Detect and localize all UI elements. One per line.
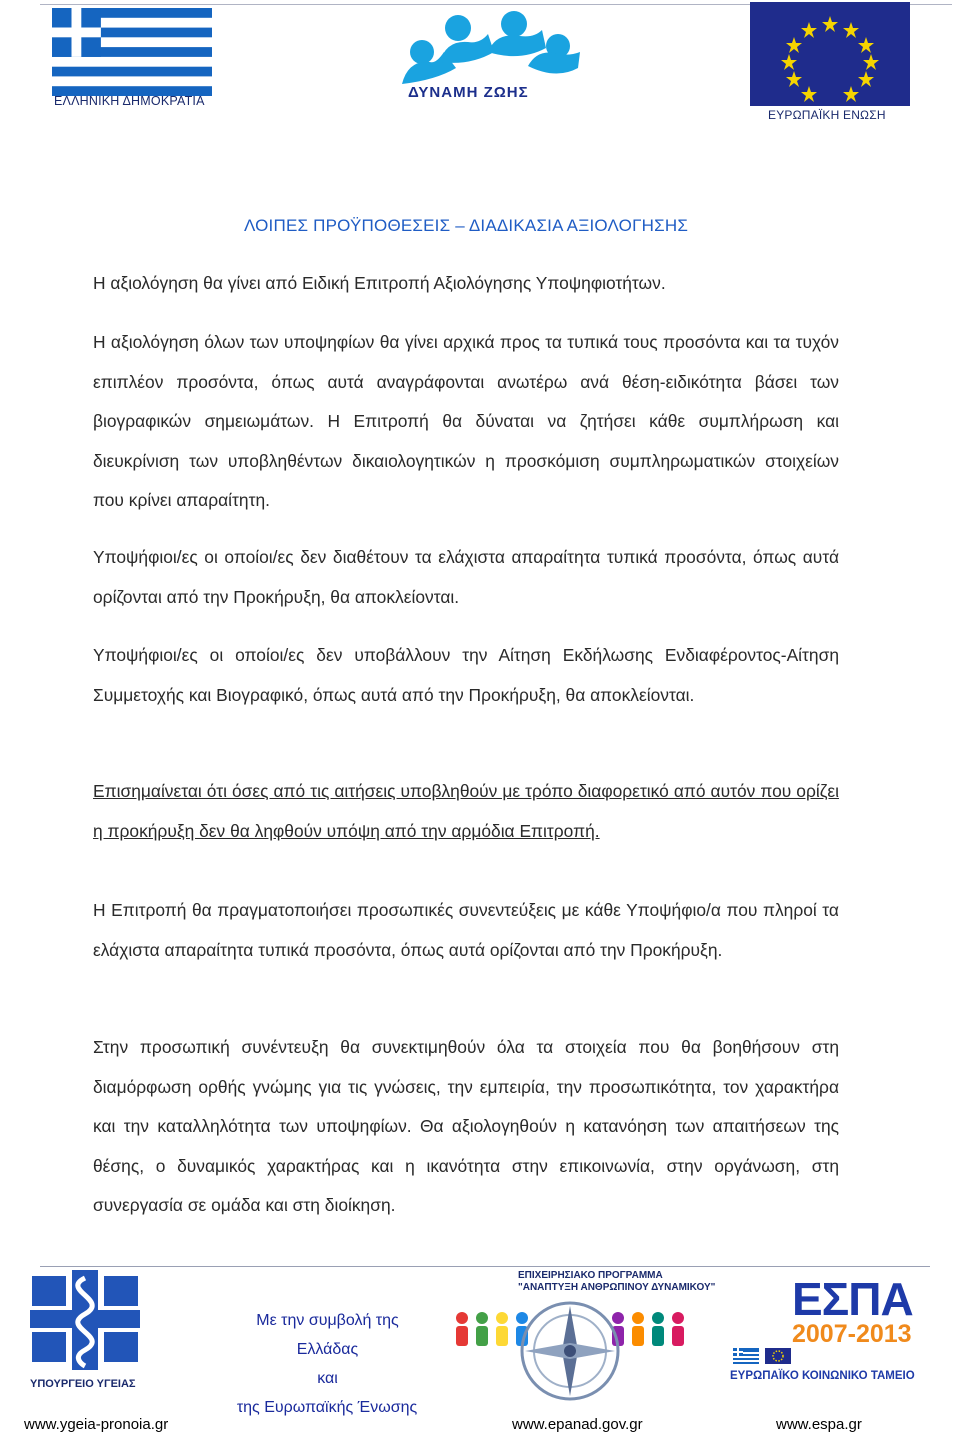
paragraph-exclusion-application: Υποψήφιοι/ες οι οποίοι/ες δεν υποβάλλουν την Αίτηση Εκδήλωσης Ενδιαφέροντος-Αίτηση Συμμετοχής και Βιογραφικό, όπως αυτά από την Προκήρυξη, θα αποκλείονται.	[93, 645, 839, 705]
bottom-rule	[40, 1266, 930, 1267]
cofunding-line-3: και	[317, 1370, 338, 1387]
link-ygeia-pronoia[interactable]: www.ygeia-pronoia.gr	[24, 1416, 169, 1433]
epanad-people-logo	[450, 1296, 690, 1406]
eu-stars-icon	[750, 2, 910, 106]
epanad-compass-people-icon	[450, 1296, 690, 1406]
paragraph-interview-criteria: Στην προσωπική συνέντευξη θα συνεκτιμηθούν όλα τα στοιχεία που θα βοηθήσουν στη διαμόρφωση ορθής γνώμης για τις γνώσεις, την εμπειρία, την προσωπικότητα, τον χαρακτήρα και την καταλληλότητα των υποψηφίων. Θα αξιολογηθούν η κατανόηση των απαιτήσεων της θέσης, ο δυναμικός χαρακτήρας και η ικανότητα στην επικοινωνία, στην οργάνωση, στη συνεργασία σε ομάδα και στη διοίκηση.	[93, 1037, 839, 1215]
caduceus-cross-icon	[30, 1270, 140, 1374]
link-epanad[interactable]: www.epanad.gov.gr	[512, 1416, 643, 1433]
section-title: ΛΟΙΠΕΣ ΠΡΟΫΠΟΘΕΣΕΙΣ – ΔΙΑΔΙΚΑΣΙΑ ΑΞΙΟΛΟΓΗΣΗΣ	[243, 216, 689, 235]
cofunding-line-2: Ελλάδας	[296, 1341, 359, 1358]
cofunding-line-1: Με την συμβολή της	[256, 1312, 399, 1329]
program-title-1: ΕΠΙΧΕΙΡΗΣΙΑΚΟ ΠΡΟΓΡΑΜΜΑ	[518, 1270, 663, 1281]
dynami-zois-people-icon	[396, 8, 586, 86]
paragraph-committee: Η αξιολόγηση θα γίνει από Ειδική Επιτροπή Αξιολόγησης Υποψηφιοτήτων.	[93, 273, 666, 293]
eu-caption: ΕΥΡΩΠΑΪΚΗ ΕΝΩΣΗ	[768, 108, 886, 122]
link-espa[interactable]: www.espa.gr	[776, 1416, 862, 1433]
ministry-of-health-logo	[30, 1270, 140, 1374]
espa-logo-text: ΕΣΠΑ	[792, 1273, 913, 1325]
eu-flag-logo	[750, 2, 910, 106]
dynami-zois-logo	[396, 8, 586, 86]
paragraph-evaluation: Η αξιολόγηση όλων των υποψηφίων θα γίνει αρχικά προς τα τυπικά τους προσόντα και τα τυχόν επιπλέον προσόντα, όπως αυτά αναγράφονται ανωτέρω ανά θέση-ειδικότητα βάσει των βιογραφικών σημειωμάτων. Η Επιτροπή θα δύναται να ζητήσει κάθε συμπλήρωση και διευκρίνιση των υποβληθέντων δικαιολογητικών η προσκόμιση συμπληρωματικών στοιχείων που κρίνει απαραίτητη.	[93, 332, 839, 510]
paragraph-notice: Επισημαίνεται ότι όσες από τις αιτήσεις υποβληθούν με τρόπο διαφορετικό από αυτόν που ορίζει η προκήρυξη δεν θα ληφθούν υπόψη από την αρμόδια Επιτροπή.	[93, 781, 839, 841]
greek-flag-icon	[52, 8, 212, 96]
paragraph-interviews: Η Επιτροπή θα πραγματοποιήσει προσωπικές συνεντεύξεις με κάθε Υποψήφιο/α που πληροί τα ελάχιστα απαραίτητα τυπικά προσόντα, όπως αυτά ορίζονται από την Προκήρυξη.	[93, 900, 839, 960]
greek-republic-caption: ΕΛΛΗΝΙΚΗ ΔΗΜΟΚΡΑΤΙΑ	[54, 94, 205, 108]
greek-flag-logo	[52, 8, 212, 96]
ministry-caption: ΥΠΟΥΡΓΕΙΟ ΥΓΕΙΑΣ	[30, 1378, 136, 1390]
dynami-zois-caption: ΔΥΝΑΜΗ ΖΩΗΣ	[408, 84, 529, 101]
cofunding-line-4: της Ευρωπαϊκής Ένωσης	[236, 1399, 418, 1416]
espa-fund: ΕΥΡΩΠΑΪΚΟ ΚΟΙΝΩΝΙΚΟ ΤΑΜΕΙΟ	[730, 1370, 915, 1382]
espa-flags	[733, 1346, 853, 1366]
espa-years: 2007-2013	[792, 1320, 912, 1348]
greek-eu-flags-icon	[733, 1346, 853, 1366]
paragraph-exclusion-qualifications: Υποψήφιοι/ες οι οποίοι/ες δεν διαθέτουν τα ελάχιστα απαραίτητα τυπικά προσόντα, όπως αυτά ορίζονται από την Προκήρυξη, θα αποκλείονται.	[93, 547, 839, 607]
program-title-2: "ΑΝΑΠΤΥΞΗ ΑΝΘΡΩΠΙΝΟΥ ΔΥΝΑΜΙΚΟΥ"	[518, 1282, 716, 1293]
